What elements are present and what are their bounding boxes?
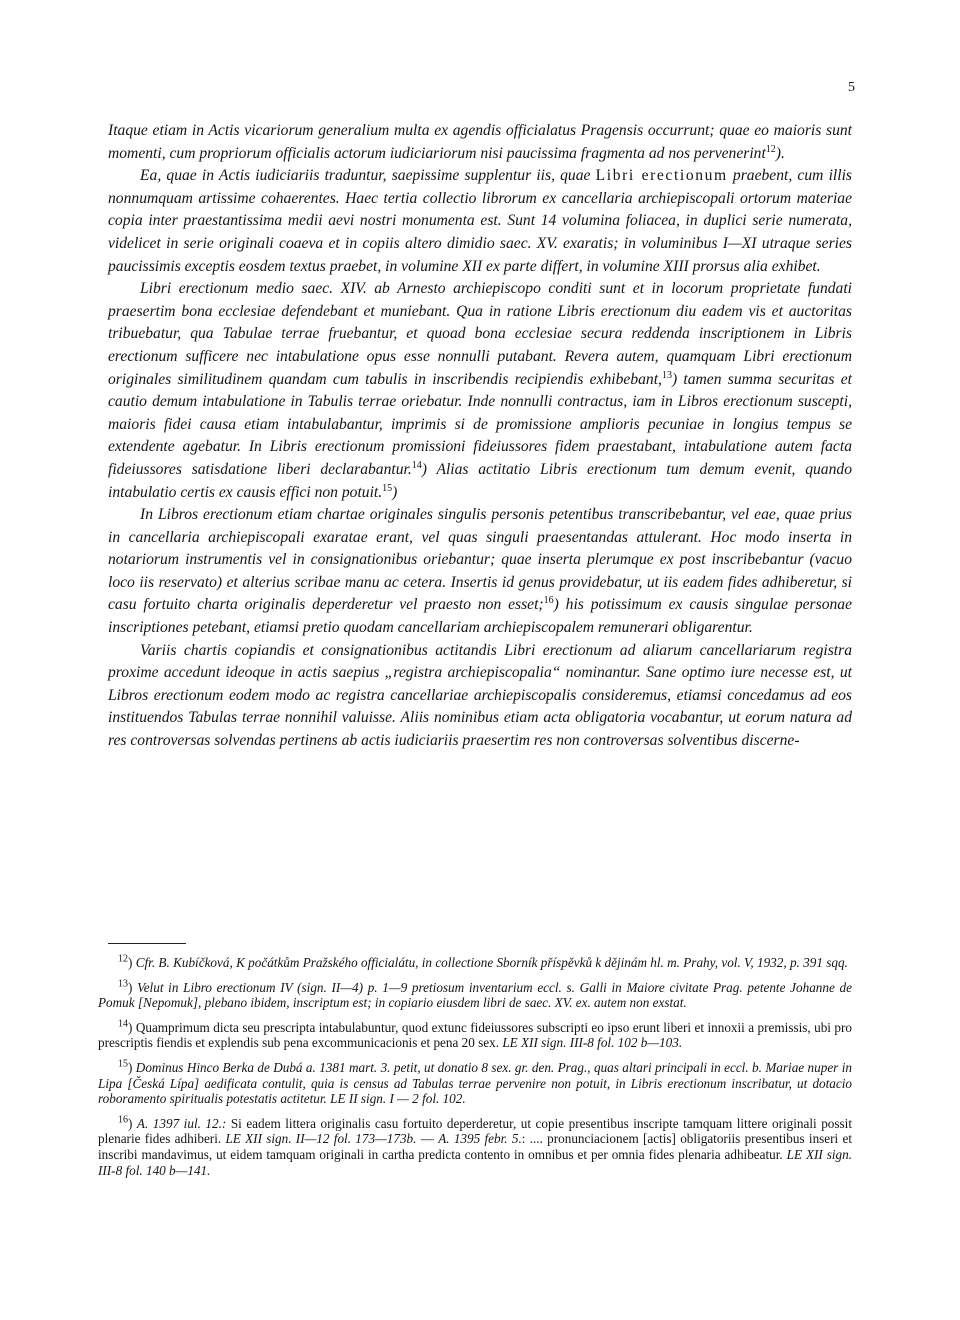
page-number: 5 xyxy=(848,80,855,95)
paragraph xyxy=(108,278,852,504)
footnote-paren: ) xyxy=(128,1115,137,1131)
footnote-number: 14 xyxy=(118,1018,128,1030)
text-run: Quamprimum dicta seu prescripta intabulabuntur, quod extunc fideiussores subscripti eo ipso erunt liberi et innoxii a premissis, ubi pro prescriptis fiendis et explendis sub pena excommunicacionis et pena 20 sex. xyxy=(98,1019,852,1051)
text-run: A. 1395 febr. 5. xyxy=(438,1131,522,1147)
text-run: LE XII sign. II—12 fol. 173—173b. xyxy=(225,1131,417,1147)
text-run: Si eadem littera originalis casu fortuito deperderetur, ut copie presentibus inscripte tamquam littere originali possit plenarie fides adhiberi. xyxy=(98,1115,852,1147)
footnote-reference: 14 xyxy=(411,459,422,471)
text-run: praebent, cum illis nonnumquam artissime cohaerentes. Haec tertia collectio librorum ex cancellaria archiepiscopali ortorum materiae copia inter praestantissima medii aevi nostri monumenta est. Sunt 14 volumina foliacea, in duplici serie numerata, videlicet in serie originali coaeva et in copiis altero dimidio saec. XV. exaratis; in voluminibus I—XI utraque series paucissimis exceptis eosdem textus praebet, in volumine XII ex parte differt, in volumine XIII prorsus alia exhibet. xyxy=(108,167,852,275)
text-run: ). xyxy=(775,144,785,162)
text-run: Itaque etiam in Actis vicariorum generalium multa ex agendis officialatus Pragensis occurrunt; quae eo maioris sunt momenti, cum propriorum officialis actorum iudiciariorum nisi paucissima fragmenta ad nos pervenerint xyxy=(108,122,852,162)
text-run: — xyxy=(416,1131,439,1147)
footnote-paren: ) xyxy=(128,1019,136,1035)
footnote-paren: ) xyxy=(128,955,136,970)
footnote-number: 15 xyxy=(118,1058,128,1070)
footnote-reference: 12 xyxy=(765,143,776,155)
text-run: ) Alias actitatio Libris erectionum tum demum evenit, quando intabulatio certis ex causis effici non potuit. xyxy=(108,460,852,501)
footnote-reference: 13 xyxy=(661,369,672,381)
footnote xyxy=(98,955,852,971)
text-run: LE XII sign. III-8 fol. 102 b—103. xyxy=(502,1035,683,1051)
footnote xyxy=(98,980,852,1011)
footnote-number: 16 xyxy=(118,1114,128,1126)
text-run: : .... pronunciacionem [actis] obligatoriis presentibus inseri et inscribi mandavimus, ut eidem tamquam originali in cartha predicta contento in omnibus et per omnia fides plenaria adhibeatur. xyxy=(98,1131,853,1162)
footnote xyxy=(98,1116,852,1178)
text-run: Cfr. B. Kubíčková, K počátkům Pražského officialátu, in collectione Sborník příspěvků k dějinám hl. m. Prahy, vol. V, 1932, p. 391 sqq. xyxy=(135,955,848,970)
text-run: Ea, quae in Actis iudiciariis traduntur, saepissime supplentur iis, quae xyxy=(140,167,596,185)
text-run: ) xyxy=(392,483,398,501)
footnote-separator xyxy=(108,943,186,944)
spaced-term: Libri erectionum xyxy=(595,167,728,185)
paragraph xyxy=(108,640,852,753)
main-text xyxy=(108,120,852,753)
text-run: Velut in Libro erectionum IV (sign. II—4) p. 1—9 pretiosum inventarium eccl. s. Galli in Maiore civitate Prag. petente Johanne de Pomuk [Nepomuk], plebano ibidem, inscriptum est; in copiario eiusdem libri de saec. XV. ex. autem non exstat. xyxy=(98,979,852,1011)
text-run: Libri erectionum medio saec. XIV. ab Arnesto archiepiscopo conditi sunt et in locorum proprietate fundati praesertim bona ecclesiae defendebant et muniebant. Qua in ratione Libris erectionum diu eadem vis et auctoritas tribuebatur, qua Tabulae terrae fruebantur, et quoad bona ecclesiae secura reddenda inscriptionem in Libris erectionum sufficere nec intabulatione opus esse nonnulli putabant. Revera autem, quamquam Libri erectionum originales similitudinem quandam cum tabulis in inscribendis recipiendis exhibebant, xyxy=(108,280,852,388)
footnote-paren: ) xyxy=(128,979,138,995)
text-run: Dominus Hinco Berka de Dubá a. 1381 mart. 3. petit, ut donatio 8 sex. gr. den. Prag., quas altari principali in eccl. b. Mariae nuper in Lipa [Česká Lípa] aedificata contulit, quia is census ad Tabulas terrae pervenire non potuit, in Libris erectionum inscribatur, ut dotacio roboramento spiritualis potestatis actitetur. LE II sign. I — 2 fol. 102. xyxy=(98,1059,852,1107)
text-run: LE XII sign. III-8 fol. 140 b—141. xyxy=(98,1146,852,1178)
text-run: ) tamen summa securitas et cautio demum intabulatione in Tabulis terrae oriebatur. Inde nonnulli contractus, iam in Libros erectionum suscepti, maioris fidei causa etiam intabulabantur, imprimis si de promissione amplioris pecuniae in longius tempus se extendente agebatur. In Libris erectionum promissioni fideiussores fidem praestabant, intabulatione autem facta fideiussores satisdatione liberi declarabantur. xyxy=(108,370,852,478)
footnote xyxy=(98,1020,852,1051)
footnote-number: 13 xyxy=(118,978,128,990)
paragraph xyxy=(108,120,852,165)
text-run: ) his potissimum ex causis singulae personae inscriptiones petebant, etiamsi pretio quodam cancellariam archiepiscopalem remunerari obligarentur. xyxy=(108,596,853,637)
text-run: Variis chartis copiandis et consignationibus actitandis Libri erectionum ad aliarum cancellariarum registra proxime accedunt ideoque in actis saepius „registra archiepiscopalia“ nominantur. Sane optimo iure necesse est, ut Libros erectionum eodem modo ac registra cancellariae archiepiscopalis consideremus, etiamsi concedamus ad eos instituendos Tabulas terrae nonnihil valuisse. Aliis nominibus etiam acta obligatoria vocabantur, ut eorum natura ad res controversas solvendas pertinens ab actis iudiciariis praesertim res non controversas solventibus discerne- xyxy=(108,641,852,750)
paragraph xyxy=(108,165,852,278)
footnote xyxy=(98,1060,852,1107)
footnote-reference: 15 xyxy=(382,482,393,494)
footnote-reference: 16 xyxy=(543,595,554,607)
paragraph xyxy=(108,504,852,640)
footnotes xyxy=(98,955,852,1187)
text-run: In Libros erectionum etiam chartae originales singulis personis petentibus transcribebantur, vel eae, quae prius in cancellaria archiepiscopali exaratae erant, vel quas singuli praesentandas attulerant. Hoc modo inserta in notariorum instrumentis vel in consignationibus oriebantur; quae inserta plerumque ex post inscribebantur (vacuo loco iis reservato) et alterius scribae manu ac cetera. Insertis id genus providebatur, ut iis eadem fides adhiberetur, si casu fortuito charta originalis deperderetur vel praesto non esset; xyxy=(108,506,852,614)
text-run: A. 1397 iul. 12.: xyxy=(136,1115,231,1131)
footnote-paren: ) xyxy=(128,1059,136,1075)
footnote-number: 12 xyxy=(118,953,128,965)
